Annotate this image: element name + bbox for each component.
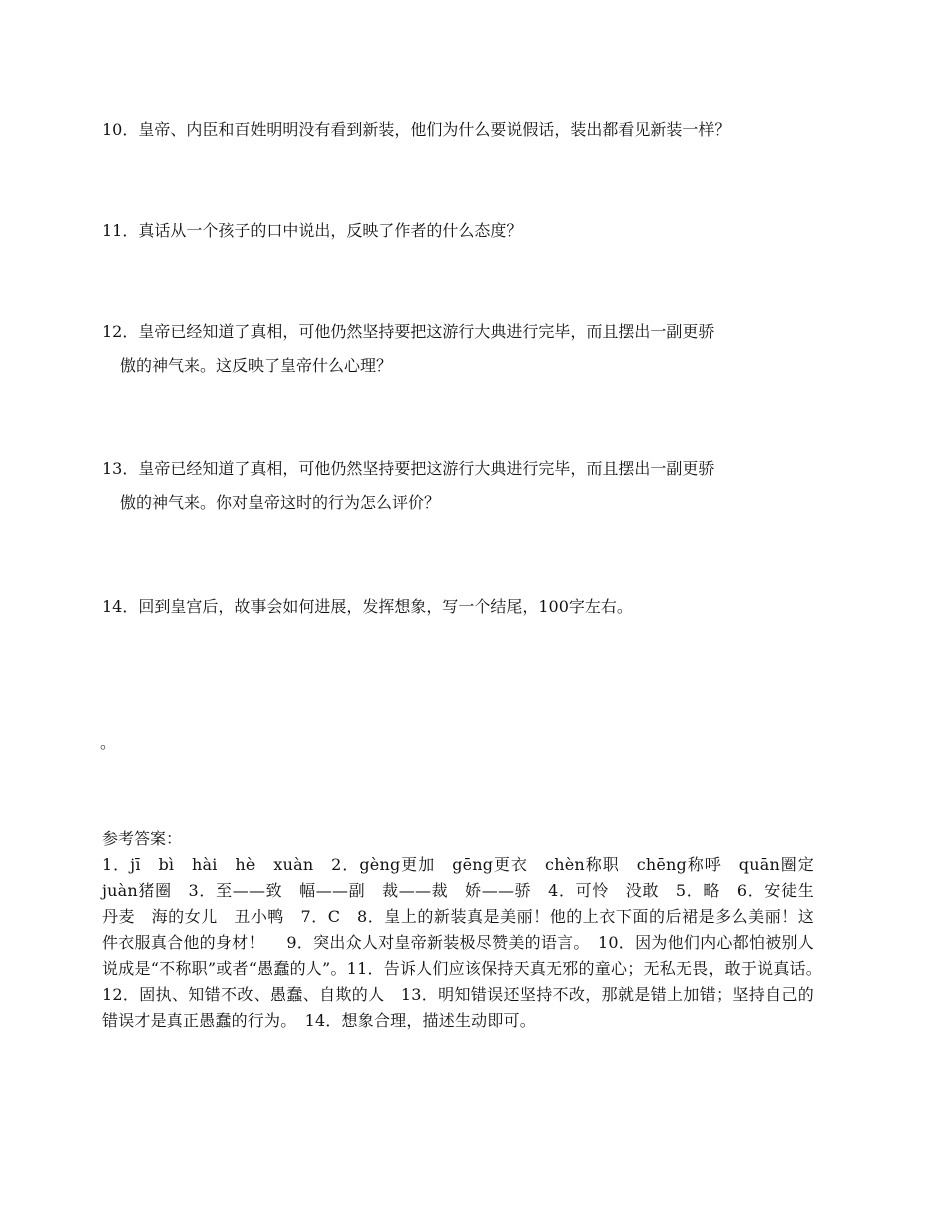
question-13 (102, 452, 822, 520)
question-14-text: 14．回到皇宫后，故事会如何进展，发挥想象，写一个结尾，100字左右。 (102, 597, 633, 616)
question-11-text: 11．真话从一个孩子的口中说出，反映了作者的什么态度？ (102, 221, 523, 240)
question-10 (102, 113, 822, 147)
question-14 (102, 590, 822, 624)
question-13-text-line2: 傲的神气来。你对皇帝这时的行为怎么评价？ (120, 493, 441, 512)
question-12-text-line1: 12．皇帝已经知道了真相，可他仍然坚持要把这游行大典进行完毕，而且摆出一副更骄 (102, 322, 715, 341)
answer-key-body: 1．jī bì hài hè xuàn 2．gèng更加 gēng更衣 chèn称职 chēng称呼 quān圈定 juàn猪圈 3．至——致 幅——副 裁——裁 娇——骄 4．可怜 没敢 5．略 6．安徒生 丹麦 海的女儿 丑小鸭 7．C 8．皇上的新装真是美丽！他的上衣下面的后裙是多么美丽！这件衣服真合他的身材！ 9．突出众人对皇帝新装极尽赞美的语言。 10．因为他们内心都怕被别人说成是“不称职”或者“愚蠢的人”。11．告诉人们应该保持天真无邪的童心；无私无畏，敢于说真话。 12．固执、知错不改、愚蠢、自欺的人 13．明知错误还坚持不改，那就是错上加错；坚持自己的错误才是真正愚蠢的行为。 14．想象合理，描述生动即可。 (102, 855, 831, 1030)
question-10-text: 10．皇帝、内臣和百姓明明没有看到新装，他们为什么要说假话，装出都看见新装一样？ (102, 120, 731, 139)
answer-key-title: 参考答案： (102, 829, 183, 848)
question-13-text-line1: 13．皇帝已经知道了真相，可他仍然坚持要把这游行大典进行完毕，而且摆出一副更骄 (102, 459, 715, 478)
answer-blank-mark: 。 (100, 733, 117, 752)
question-12 (102, 315, 822, 383)
answer-key (102, 826, 831, 1034)
question-12-text-line2: 傲的神气来。这反映了皇帝什么心理？ (120, 356, 393, 375)
question-11 (102, 214, 822, 248)
